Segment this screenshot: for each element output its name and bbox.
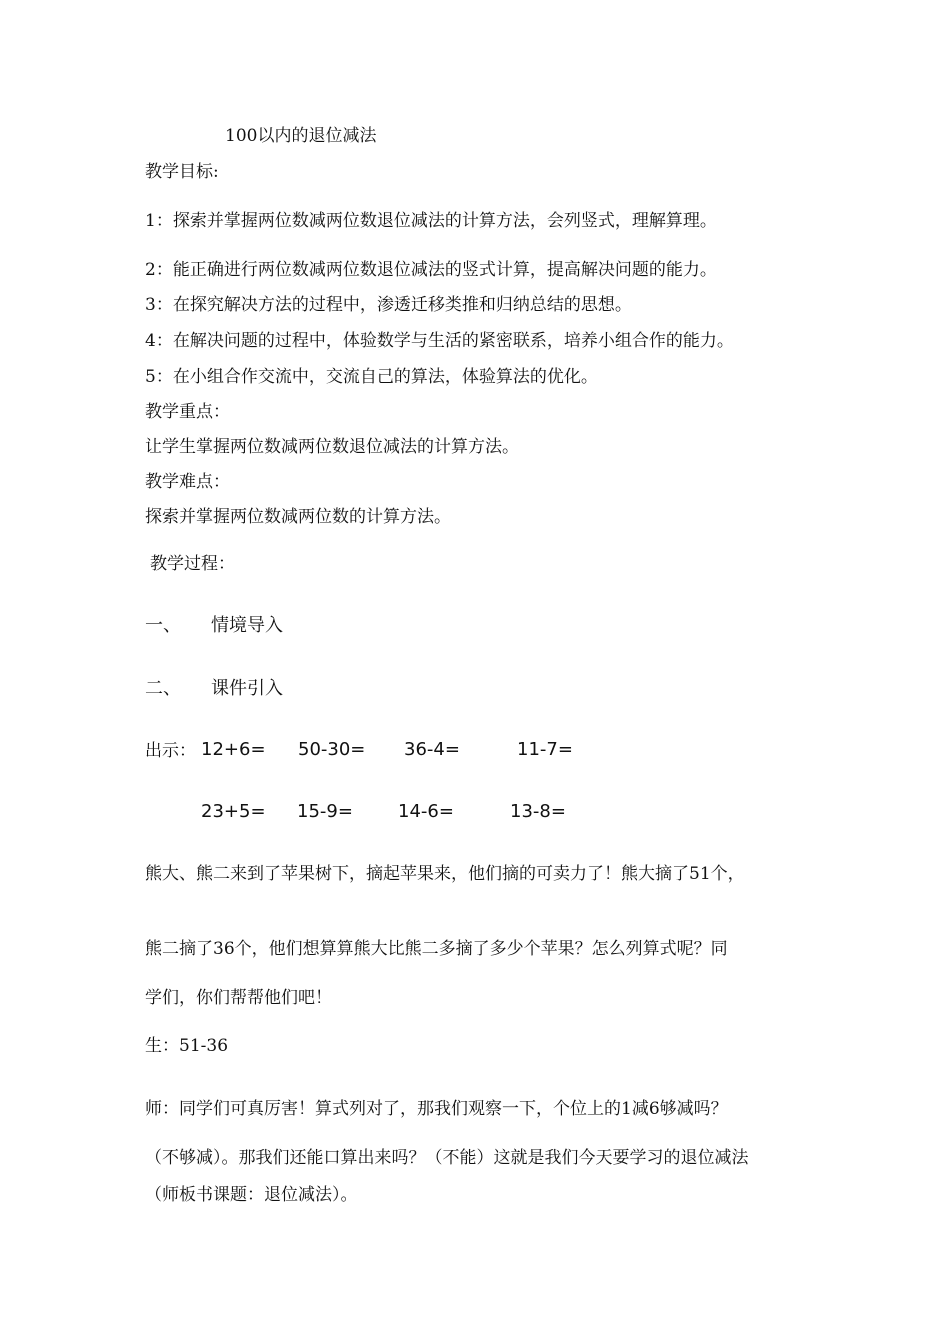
exercise: 36-4=: [404, 739, 460, 760]
difficulty-heading: 教学难点：: [145, 472, 230, 492]
process-heading: 教学过程：: [150, 554, 235, 574]
key-point-text: 让学生掌握两位数减两位数退位减法的计算方法。: [145, 437, 519, 457]
exercise: 12+6=: [201, 739, 266, 760]
student-answer: 生：51-36: [145, 1036, 229, 1056]
exercise: 11-7=: [517, 739, 573, 760]
objective-item: 1：探索并掌握两位数减两位数退位减法的计算方法，会列竖式，理解算理。: [145, 211, 717, 231]
objective-item: 4：在解决问题的过程中，体验数学与生活的紧密联系，培养小组合作的能力。: [145, 331, 734, 351]
objective-item: 2：能正确进行两位数减两位数退位减法的竖式计算，提高解决问题的能力。: [145, 260, 717, 280]
story-line: 学们，你们帮帮他们吧！: [145, 988, 332, 1008]
exercise: 23+5=: [201, 801, 266, 822]
section-title: 情境导入: [211, 615, 283, 636]
exercise: 15-9=: [297, 801, 353, 822]
difficulty-text: 探索并掌握两位数减两位数的计算方法。: [145, 507, 451, 527]
story-line: 熊大、熊二来到了苹果树下，摘起苹果来，他们摘的可卖力了！熊大摘了51个，: [145, 864, 745, 884]
section-marker: 一、: [145, 615, 181, 636]
key-point-heading: 教学重点：: [145, 402, 230, 422]
story-line: 熊二摘了36个，他们想算算熊大比熊二多摘了多少个苹果？怎么列算式呢？同: [145, 939, 728, 959]
teacher-line: （不够减）。那我们还能口算出来吗？（不能）这就是我们今天要学习的退位减法: [145, 1148, 749, 1168]
objective-item: 5：在小组合作交流中，交流自己的算法，体验算法的优化。: [145, 367, 598, 387]
exercise: 50-30=: [298, 739, 366, 760]
objective-item: 3：在探究解决方法的过程中，渗透迁移类推和归纳总结的思想。: [145, 295, 632, 315]
teacher-line: 师：同学们可真厉害！算式列对了，那我们观察一下，个位上的1减6够减吗？: [145, 1099, 728, 1119]
teacher-line: （师板书课题：退位减法）。: [145, 1185, 358, 1205]
section-marker: 二、: [145, 678, 181, 699]
show-label: 出示：: [145, 741, 196, 761]
section-title: 课件引入: [211, 678, 283, 699]
exercise: 13-8=: [510, 801, 566, 822]
document-title: 100以内的退位减法: [225, 126, 377, 146]
objectives-heading: 教学目标:: [145, 162, 219, 182]
exercise: 14-6=: [398, 801, 454, 822]
